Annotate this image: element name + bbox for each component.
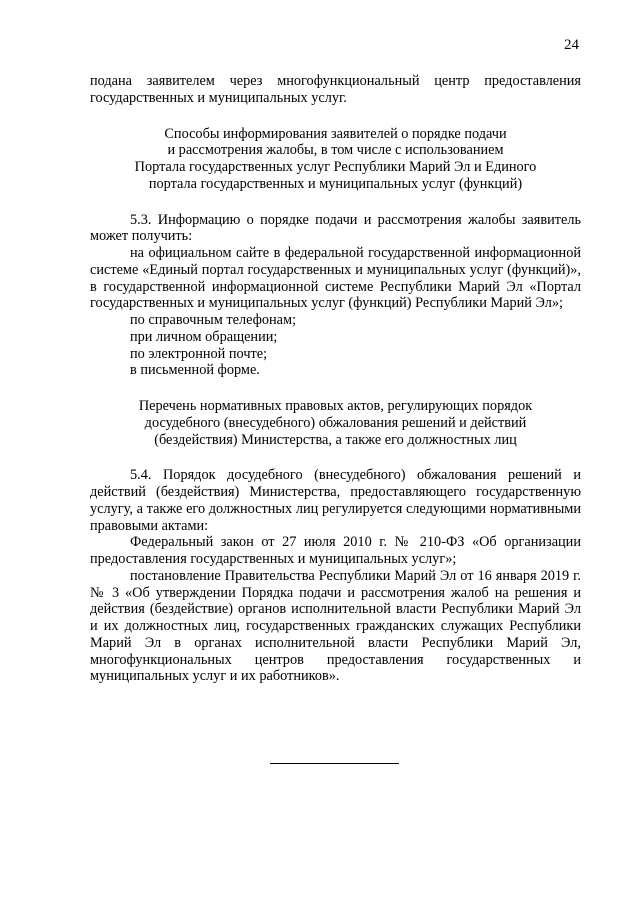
- heading-line: досудебного (внесудебного) обжалования решений и действий: [144, 414, 527, 431]
- paragraph-5-4: 5.4. Порядок досудебного (внесудебного) обжалования решений и действий (бездействия) Министерства, предоставляющего государственную услугу, а также его должностных лиц регулируется следующими нормативными правовыми актами:: [90, 467, 581, 534]
- paragraph-government-decree: постановление Правительства Республики Марий Эл от 16 января 2019 г. № 3 «Об утверждении Порядка подачи и рассмотрения жалоб на решения и действия (бездействие) органов исполнительной власти Республики Марий Эл и их должностных лиц, государственных гражданских служащих Республики Марий Эл в органах исполнительной власти Республики Марий Эл, многофункциональных центров предоставления государственных и муниципальных услуг и их работников».: [90, 567, 581, 685]
- paragraph-5-3: 5.3. Информацию о порядке подачи и рассмотрения жалобы заявитель может получить:: [90, 211, 581, 245]
- section-heading-complaint-info: [90, 126, 581, 193]
- intro-text-line: подана заявителем через многофункциональный центр предоставления: [90, 73, 581, 89]
- section-heading-regulations: [90, 398, 581, 448]
- heading-line: Способы информирования заявителей о порядке подачи: [164, 125, 507, 142]
- page-number: 24: [564, 37, 579, 53]
- heading-line: Портала государственных услуг Республики Марий Эл и Единого: [134, 159, 537, 175]
- list-item: при личном обращении;: [130, 328, 278, 345]
- heading-line: (бездействия) Министерства, а также его должностных лиц: [154, 431, 517, 448]
- list-item: по справочным телефонам;: [130, 312, 297, 328]
- document-body: [90, 73, 581, 685]
- heading-line: Перечень нормативных правовых актов, регулирующих порядок: [138, 398, 533, 414]
- paragraph-federal-law: Федеральный закон от 27 июля 2010 г. № 210-ФЗ «Об организации предоставления государственных и муниципальных услуг»;: [90, 534, 581, 567]
- list-item: по электронной почте;: [130, 345, 268, 362]
- intro-text-line: государственных и муниципальных услуг.: [90, 89, 347, 106]
- heading-line: портала государственных и муниципальных услуг (функций): [148, 175, 523, 192]
- end-rule: [270, 763, 399, 764]
- heading-line: и рассмотрения жалобы, в том числе с использованием: [167, 142, 504, 159]
- paragraph-portal: на официальном сайте в федеральной государственной информационной системе «Единый портал государственных и муниципальных услуг (функций)», в государственной информационной системе Республики Марий Эл «Портал государственных и муниципальных услуг (функций) Республики Марий Эл»;: [90, 245, 581, 312]
- list-item: в письменной форме.: [130, 362, 260, 379]
